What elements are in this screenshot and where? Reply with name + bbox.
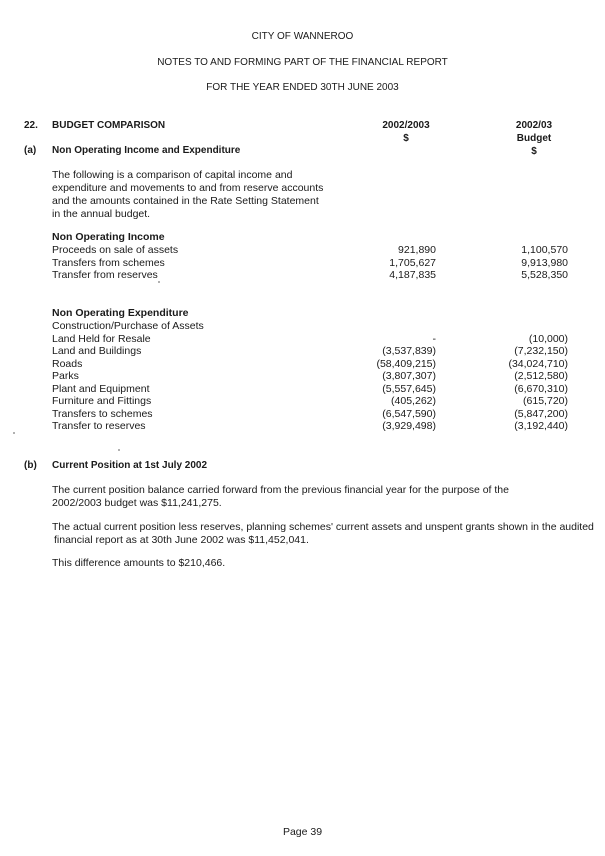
expenditure-row-label: Transfers to schemes: [52, 408, 153, 420]
income-row-budget: 9,913,980: [521, 257, 568, 269]
expenditure-row-label: Parks: [52, 370, 79, 382]
expenditure-row-actual: -: [432, 333, 436, 345]
intro-line: The following is a comparison of capital income and: [52, 169, 293, 181]
column-header-actual-year: 2002/2003: [382, 120, 430, 131]
income-row-budget: 5,528,350: [521, 269, 568, 281]
section-number: 22.: [24, 120, 38, 131]
income-row-budget: 1,100,570: [521, 244, 568, 256]
paragraph-line: The current position balance carried forward from the previous financial year for the purpose of the: [52, 484, 509, 496]
expenditure-row-budget: (10,000): [528, 333, 568, 345]
expenditure-heading: Non Operating Expenditure: [52, 307, 189, 319]
income-row-actual: 4,187,835: [389, 269, 436, 281]
column-header-budget-unit: $: [531, 146, 537, 157]
expenditure-row-label: Land and Buildings: [52, 345, 142, 357]
income-row-actual: 921,890: [398, 244, 436, 256]
intro-line: in the annual budget.: [52, 208, 151, 220]
paragraph-line: financial report as at 30th June 2002 was $11,452,041.: [54, 534, 309, 546]
expenditure-row-actual: (3,807,307): [382, 370, 436, 382]
expenditure-row-budget: (6,670,310): [514, 383, 568, 395]
expenditure-row-actual: (6,547,590): [382, 408, 436, 420]
income-row-actual: 1,705,627: [389, 257, 436, 269]
column-header-budget-year: 2002/03: [515, 120, 553, 131]
scan-speck: [158, 281, 160, 283]
report-title: NOTES TO AND FORMING PART OF THE FINANCIAL REPORT: [157, 57, 448, 68]
expenditure-row-budget: (5,847,200): [514, 408, 568, 420]
part-b-label: (b): [24, 460, 37, 471]
report-period: FOR THE YEAR ENDED 30TH JUNE 2003: [206, 82, 399, 93]
current-position-paragraph-1: [52, 484, 509, 510]
expenditure-row-budget: (7,232,150): [514, 345, 568, 357]
column-header-actual-unit: $: [403, 133, 409, 144]
part-a-title: Non Operating Income and Expenditure: [52, 145, 241, 156]
column-header-budget-label: Budget: [516, 133, 552, 144]
income-row-label: Transfers from schemes: [52, 257, 165, 269]
expenditure-row-actual: (3,929,498): [382, 420, 436, 432]
expenditure-row-actual: (405,262): [391, 395, 436, 407]
expenditure-row-actual: (3,537,839): [382, 345, 436, 357]
expenditure-row-label: Furniture and Fittings: [52, 395, 152, 407]
page-number: Page 39: [282, 826, 323, 838]
paragraph-line: 2002/2003 budget was $11,241,275.: [52, 497, 222, 509]
section-title: BUDGET COMPARISON: [52, 120, 166, 131]
expenditure-row-budget: (3,192,440): [514, 420, 568, 432]
part-a-label: (a): [24, 145, 37, 156]
current-position-paragraph-2: [52, 521, 594, 547]
income-heading: Non Operating Income: [52, 231, 165, 243]
scan-speck: [13, 432, 15, 434]
scan-speck: [118, 449, 120, 451]
paragraph-line: The actual current position less reserves, planning schemes' current assets and unspent grants shown in the audited: [52, 521, 594, 533]
part-b-title: Current Position at 1st July 2002: [52, 460, 208, 471]
expenditure-row-label: Transfer to reserves: [52, 420, 146, 432]
income-row-label: Proceeds on sale of assets: [52, 244, 179, 256]
expenditure-row-budget: (2,512,580): [514, 370, 568, 382]
income-row-label: Transfer from reserves: [52, 269, 158, 281]
intro-line: expenditure and movements to and from reserve accounts: [52, 182, 324, 194]
expenditure-row-budget: (615,720): [523, 395, 568, 407]
expenditure-row-budget: (34,024,710): [508, 358, 568, 370]
difference-statement: This difference amounts to $210,466.: [52, 557, 226, 569]
expenditure-row-actual: (5,557,645): [382, 383, 436, 395]
expenditure-row-label: Plant and Equipment: [52, 383, 150, 395]
intro-line: and the amounts contained in the Rate Setting Statement: [52, 195, 319, 207]
intro-paragraph: [52, 169, 323, 221]
expenditure-subheading: Construction/Purchase of Assets: [52, 320, 204, 332]
expenditure-row-label: Roads: [52, 358, 83, 370]
organisation-name: CITY OF WANNEROO: [251, 31, 354, 42]
expenditure-row-label: Land Held for Resale: [52, 333, 151, 345]
expenditure-row-actual: (58,409,215): [376, 358, 436, 370]
